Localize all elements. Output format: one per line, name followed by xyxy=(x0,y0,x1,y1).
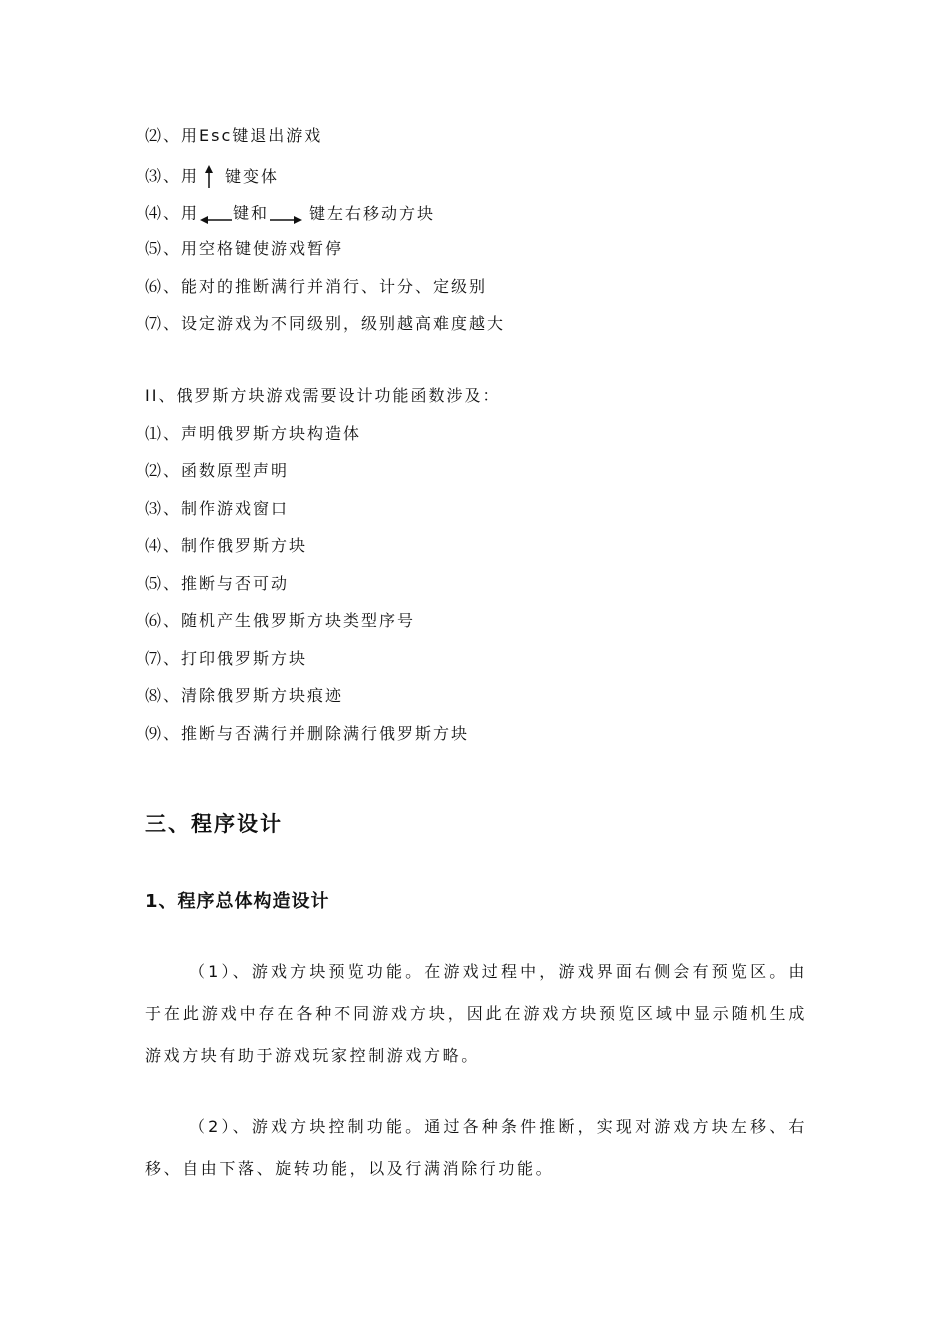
paragraph-preview: （1）、游戏方块预览功能。在游戏过程中，游戏界面右侧会有预览区。由于在此游戏中存在各种不同游戏方块，因此在游戏方块预览区域中显示随机生成游戏方块有助于游戏玩家控制游戏方略。 xyxy=(145,962,807,1065)
control-item-rotate-prefix: ⑶、用 xyxy=(145,166,200,186)
function-item: ⑷、制作俄罗斯方块 xyxy=(145,536,308,555)
control-item-move-suffix: 键左右移动方块 xyxy=(309,203,436,223)
control-item-move xyxy=(145,202,435,226)
subsection-title: 1、程序总体构造设计 xyxy=(145,891,330,912)
paragraph-control: （2）、游戏方块控制功能。通过各种条件推断，实现对游戏方块左移、右移、自由下落、旋转功能，以及行满消除行功能。 xyxy=(145,1117,807,1178)
function-item: ⑹、随机产生俄罗斯方块类型序号 xyxy=(145,611,416,630)
function-item: ⑺、打印俄罗斯方块 xyxy=(145,649,308,668)
control-item-move-mid: 键和 xyxy=(233,203,270,223)
control-item-rotate-suffix: 键变体 xyxy=(225,166,280,186)
arrow-left-icon xyxy=(199,210,233,226)
control-item-level: ⑺、设定游戏为不同级别，级别越高难度越大 xyxy=(145,314,506,333)
function-item: ⑸、推断与否可动 xyxy=(145,574,290,593)
arrow-right-icon xyxy=(269,210,303,226)
control-item-pause: ⑸、用空格键使游戏暂停 xyxy=(145,239,344,258)
control-item-esc: ⑵、用Esc键退出游戏 xyxy=(145,126,323,145)
function-item: ⑶、制作游戏窗口 xyxy=(145,499,290,518)
control-item-score: ⑹、能对的推断满行并消行、计分、定级别 xyxy=(145,277,488,296)
control-item-move-prefix: ⑷、用 xyxy=(145,203,200,223)
function-item: ⑴、声明俄罗斯方块构造体 xyxy=(145,424,362,443)
arrow-up-icon xyxy=(199,164,219,190)
function-item: ⑼、推断与否满行并删除满行俄罗斯方块 xyxy=(145,724,470,743)
function-item: ⑵、函数原型声明 xyxy=(145,461,290,480)
section-title: 三、程序设计 xyxy=(145,812,283,836)
control-item-rotate xyxy=(145,164,279,190)
function-item: ⑻、清除俄罗斯方块痕迹 xyxy=(145,686,344,705)
functions-heading: II、俄罗斯方块游戏需要设计功能函数涉及： xyxy=(145,386,501,405)
